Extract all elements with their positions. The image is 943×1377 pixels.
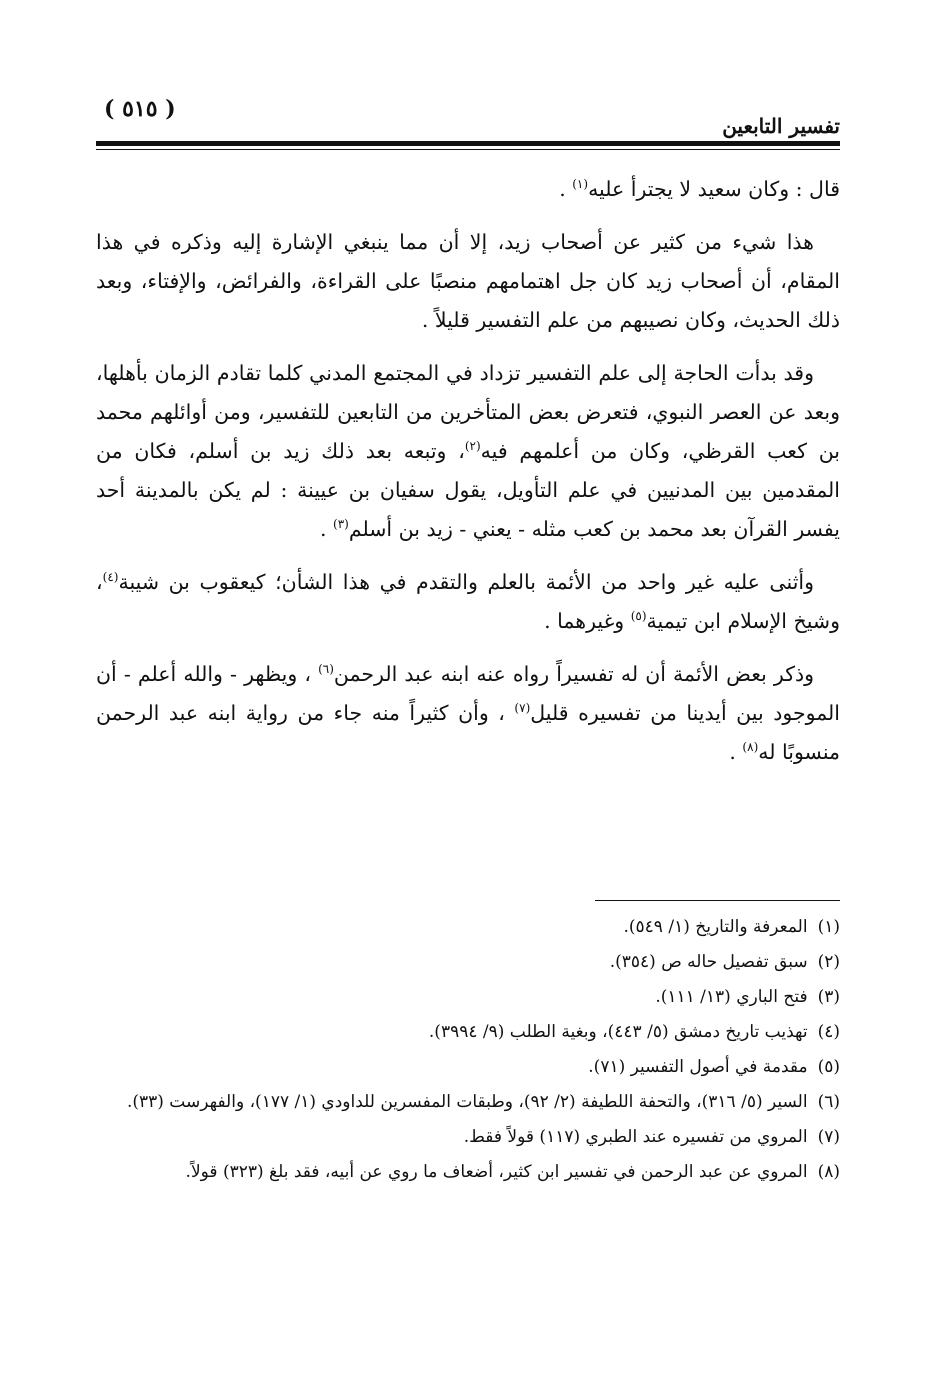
footnote-text: مقدمة في أصول التفسير (٧١). [588,1057,808,1077]
paragraph-1 [96,170,840,209]
paragraph-3 [96,354,840,549]
page-number: ( ٥١٥ ) [104,96,176,122]
paragraph-1-tail: . [559,177,573,201]
paragraph-1-text: قال : وكان سعيد لا يجترأ عليه [588,177,840,201]
paragraph-5-part1: وذكر بعض الأئمة أن له تفسيراً رواه عنه ابنه عبد الرحمن [333,662,814,686]
footnote-number: (٨) [817,1162,840,1182]
paragraph-5-part2: ، ويظهر - والله أعلم - أن الموجود بين أيدينا من تفسيره قليل [96,662,840,725]
paragraph-5-tail: . [729,740,743,764]
footnote-ref-1: (١) [572,177,589,191]
footnote-item [96,1015,840,1050]
footnote-number: (٧) [817,1127,840,1147]
footnote-item [96,1155,840,1190]
footnote-number: (٢) [817,952,840,972]
footnote-number: (١) [817,917,840,937]
footnote-number: (٤) [817,1022,840,1042]
footnote-ref-5: (٥) [630,609,647,623]
footnote-number: (٦) [817,1092,840,1112]
paragraph-3-part2: ، وتبعه بعد ذلك زيد بن أسلم، فكان من المقدمين بين المدنيين في علم التأويل، يقول سفيان بن عيينة : لم يكن بالمدينة أحد يفسر القرآن بعد محمد بن كعب مثله - يعني - زيد بن أسلم [96,439,840,541]
footnote-ref-7: (٧) [514,701,531,715]
footnote-number: (٥) [817,1057,840,1077]
footnote-text: المعرفة والتاريخ (١/ ٥٤٩). [623,917,808,937]
header-rule-thin [96,149,840,150]
footnote-text: السير (٥/ ٣١٦)، والتحفة اللطيفة (٢/ ٩٢)، وطبقات المفسرين للداودي (١/ ١٧٧)، والفهرست (٣٣). [126,1092,808,1112]
footnote-number: (٣) [817,987,840,1007]
running-title: تفسير التابعين [722,114,840,138]
footnote-item [96,945,840,980]
paragraph-5 [96,655,840,772]
footnote-text: سبق تفصيل حاله ص (٣٥٤). [609,952,808,972]
footnote-item [96,1085,840,1120]
paragraph-3-part1: وقد بدأت الحاجة إلى علم التفسير تزداد في المجتمع المدني كلما تقادم الزمان بأهلها، وبعد عن العصر النبوي، فتعرض بعض المتأخرين من التابعين للتفسير، ومن أوائلهم محمد بن كعب القرظي، وكان من أعلمهم فيه [96,361,841,463]
footnote-ref-4: (٤) [102,570,119,584]
footnote-ref-3: (٣) [333,517,349,531]
paragraph-2 [96,223,840,340]
footnote-item [96,910,840,945]
footnote-text: المروي من تفسيره عند الطبري (١١٧) قولاً فقط. [463,1127,808,1147]
footnote-separator [595,900,840,901]
paragraph-4-part2: ، وشيخ الإسلام ابن تيمية [96,570,840,633]
footnote-item [96,1120,840,1155]
paragraph-2-text: هذا شيء من كثير عن أصحاب زيد، إلا أن مما ينبغي الإشارة إليه وذكره في هذا المقام، أن أصحاب زيد كان جل اهتمامهم منصبًا على القراءة، والفرائض، والإفتاء، وبعد ذلك الحديث، وكان نصيبهم من علم التفسير قليلاً . [96,230,840,332]
paragraph-4-tail: وغيرهما . [544,609,631,633]
paragraph-5-part3: ، وأن كثيراً منه جاء من رواية ابنه عبد الرحمن منسوبًا له [96,701,840,764]
paragraph-4-part1: وأثنى عليه غير واحد من الأئمة بالعلم والتقدم في هذا الشأن؛ كيعقوب بن شيبة [118,570,814,594]
footnote-text: فتح الباري (١٣/ ١١١). [655,987,808,1007]
footnote-item [96,1050,840,1085]
paragraph-4 [96,563,840,641]
footnote-text: المروي عن عبد الرحمن في تفسير ابن كثير، أضعاف ما روي عن أبيه، فقد بلغ (٣٢٣) قولاً. [185,1162,808,1182]
footnote-text: تهذيب تاريخ دمشق (٥/ ٤٤٣)، وبغية الطلب (٩/ ٣٩٩٤). [428,1022,808,1042]
page-header [96,96,840,146]
footnote-item [96,980,840,1015]
footnote-ref-6: (٦) [318,662,334,676]
footnotes [96,910,840,1190]
header-rule-thick [96,141,840,146]
footnote-ref-8: (٨) [742,740,759,754]
paragraph-3-tail: . [319,517,333,541]
footnote-ref-2: (٢) [464,439,481,453]
main-text [96,170,840,786]
